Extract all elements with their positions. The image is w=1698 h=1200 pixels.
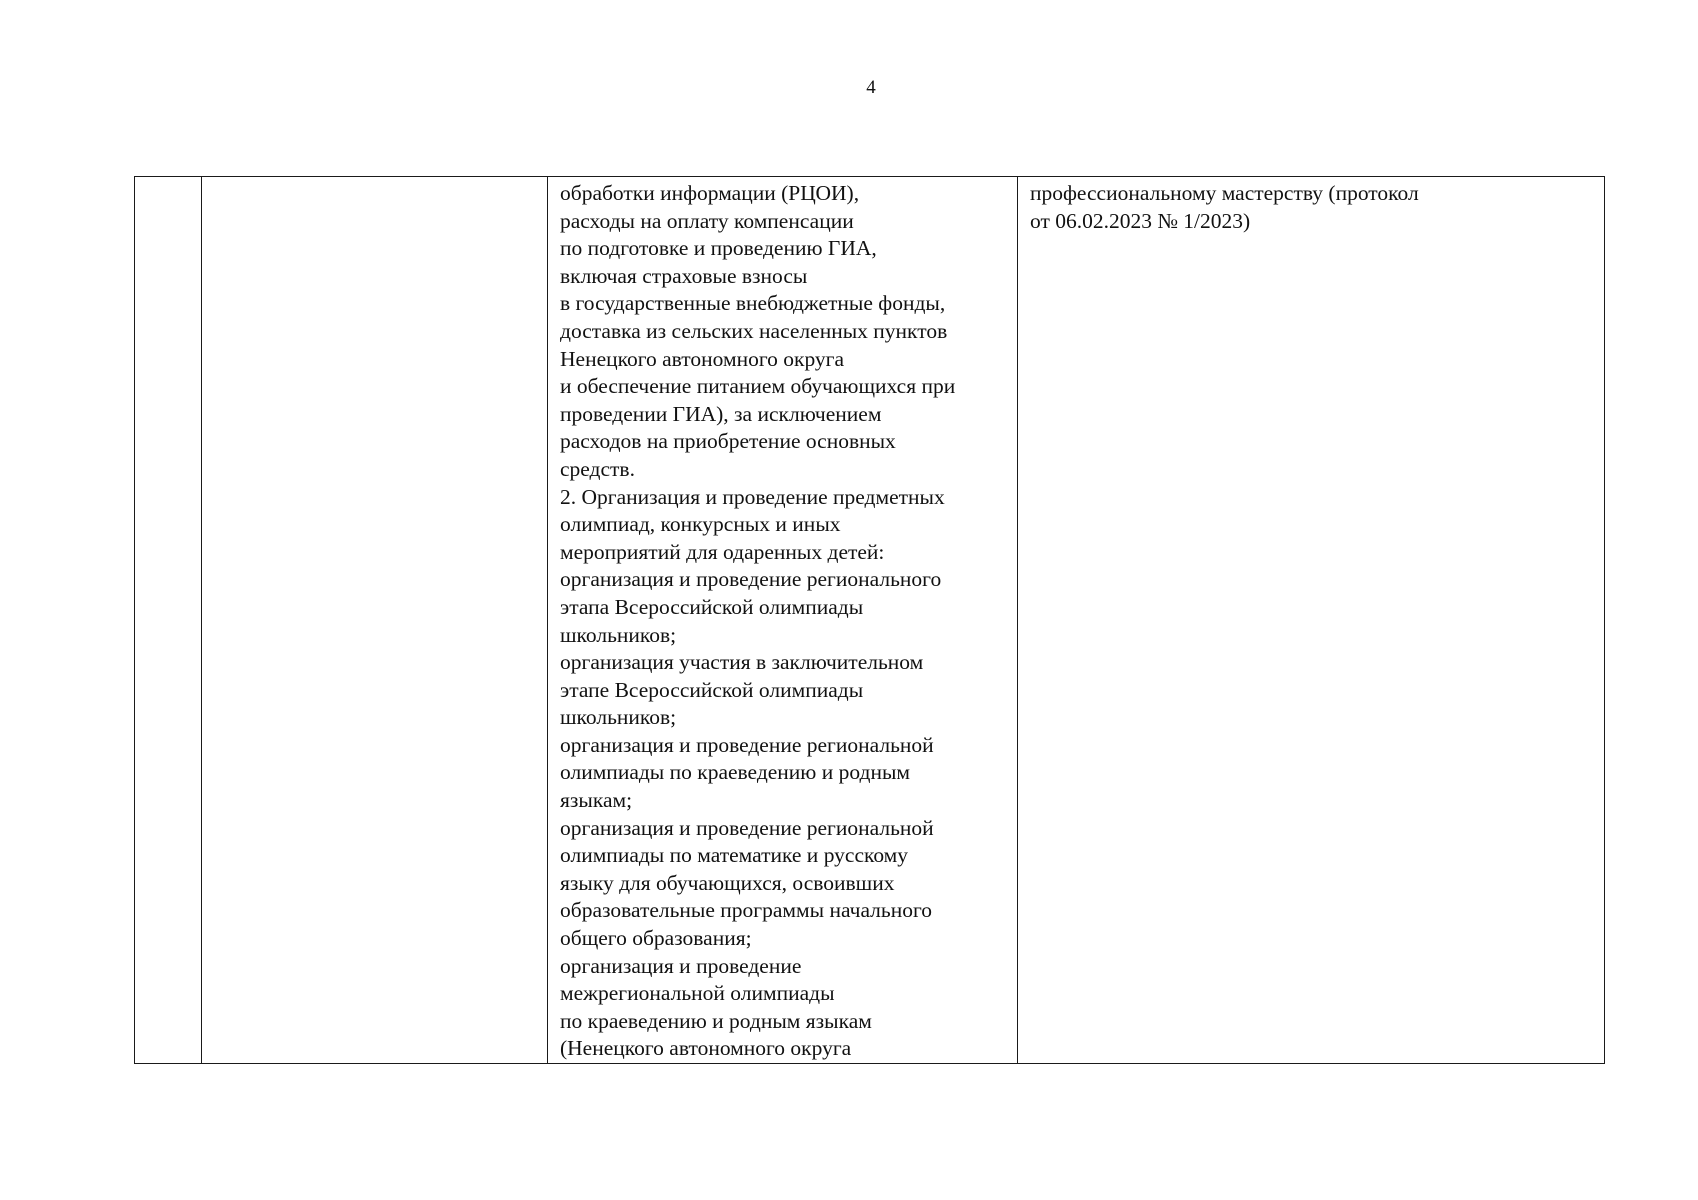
document-table: [134, 176, 1605, 1064]
text-line: организация и проведение региональной: [560, 815, 934, 840]
text-line: Ненецкого автономного округа: [560, 346, 845, 371]
table-cell-description: [548, 177, 1018, 1064]
cell-number-text: [135, 177, 201, 180]
text-line: включая страховые взносы: [560, 263, 808, 288]
table-cell-basis: [1018, 177, 1605, 1064]
text-line: школьников;: [560, 622, 677, 647]
text-line: школьников;: [560, 705, 677, 730]
page-number: 4: [866, 77, 876, 98]
text-line: проведении ГИА), за исключением: [560, 401, 882, 426]
text-line: языкам;: [560, 788, 633, 813]
text-line: общего образования;: [560, 926, 752, 951]
table-cell-name: [202, 177, 548, 1064]
text-line: олимпиад, конкурсных и иных: [560, 512, 841, 537]
text-line: олимпиады по краеведению и родным: [560, 760, 911, 785]
text-line: по краеведению и родным языкам: [560, 1008, 872, 1033]
text-line: языку для обучающихся, освоивших: [560, 870, 895, 895]
text-line: мероприятий для одаренных детей:: [560, 539, 885, 564]
table-cell-number: [135, 177, 202, 1064]
table-row: [135, 177, 1605, 1064]
text-line: расходов на приобретение основных: [560, 429, 896, 454]
text-line: образовательные программы начального: [560, 898, 932, 923]
text-line: олимпиады по математике и русскому: [560, 843, 909, 868]
text-line: по подготовке и проведению ГИА,: [560, 236, 877, 261]
text-line: расходы на оплату компенсации: [560, 208, 854, 233]
text-line: средств.: [560, 456, 635, 481]
text-line: (Ненецкого автономного округа: [560, 1036, 852, 1061]
text-line: обработки информации (РЦОИ),: [560, 181, 860, 205]
cell-name-text: [202, 177, 547, 180]
text-line: организация и проведение региональной: [560, 732, 934, 757]
text-line: этапа Всероссийской олимпиады: [560, 594, 864, 619]
basis-text: [1018, 177, 1604, 235]
text-line: в государственные внебюджетные фонды,: [560, 291, 946, 316]
text-line: 2. Организация и проведение предметных: [560, 484, 945, 509]
description-text: [548, 177, 1017, 1063]
text-line: и обеспечение питанием обучающихся при: [560, 374, 956, 399]
text-line: от 06.02.2023 № 1/2023): [1030, 208, 1251, 233]
text-line: организация и проведение: [560, 953, 802, 978]
text-line: доставка из сельских населенных пунктов: [560, 318, 948, 343]
text-line: этапе Всероссийской олимпиады: [560, 677, 864, 702]
text-line: организация и проведение регионального: [560, 567, 942, 592]
text-line: межрегиональной олимпиады: [560, 981, 835, 1006]
text-line: профессиональному мастерству (протокол: [1030, 181, 1419, 205]
text-line: организация участия в заключительном: [560, 650, 924, 675]
